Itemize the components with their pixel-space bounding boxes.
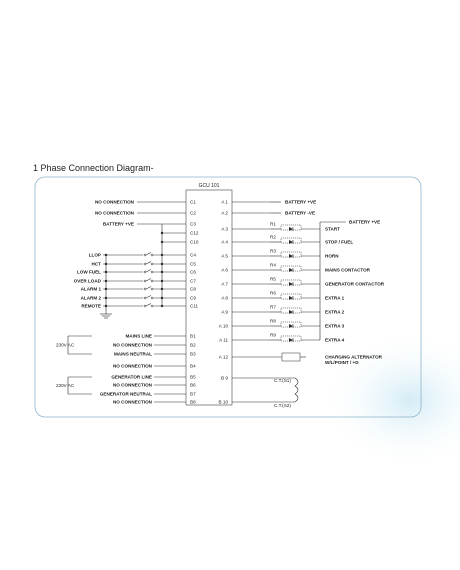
terminal-a5: A 5 bbox=[221, 253, 228, 259]
switch-contact bbox=[151, 280, 153, 282]
terminal-b1: B1 bbox=[190, 333, 196, 339]
terminal-b8: B8 bbox=[190, 399, 196, 405]
switch-contact bbox=[151, 263, 153, 265]
output-label-a9: EXTRA 2 bbox=[325, 309, 345, 315]
switch-contact bbox=[151, 271, 153, 273]
relay-r8: R8 bbox=[270, 318, 276, 324]
terminal-c2: C2 bbox=[190, 210, 196, 216]
gcu-module-label: GCU 101 bbox=[198, 183, 220, 189]
ac-supply-label-2: 230V AC bbox=[56, 383, 75, 389]
output-label-a11: EXTRA 4 bbox=[325, 337, 345, 343]
switch-contact bbox=[144, 271, 146, 273]
switch-contact bbox=[151, 297, 153, 299]
terminal-c9: C9 bbox=[190, 295, 196, 301]
relay-r9: R9 bbox=[270, 332, 276, 338]
input-label-c6: LOW FUEL bbox=[77, 269, 101, 275]
terminal-b4: B4 bbox=[190, 363, 196, 369]
output-label-a3: START bbox=[325, 226, 340, 232]
terminal-b10: B 10 bbox=[218, 399, 228, 405]
terminal-c1: C1 bbox=[190, 199, 196, 205]
input-label-c4: LLOP bbox=[88, 252, 101, 258]
switch-blade bbox=[146, 287, 151, 290]
terminal-b6: B6 bbox=[190, 382, 196, 388]
terminal-c7: C7 bbox=[190, 278, 196, 284]
terminal-b7: B7 bbox=[190, 391, 196, 397]
input-label-c8: ALARM 1 bbox=[80, 286, 101, 292]
terminal-b9: B 9 bbox=[221, 375, 228, 381]
terminal-c8: C8 bbox=[190, 286, 196, 292]
ac-label-b8: NO CONNECTION bbox=[112, 399, 152, 405]
terminal-c6: C6 bbox=[190, 269, 196, 275]
ac-label-b5: GENERATOR LINE bbox=[111, 374, 152, 380]
terminal-c4: C4 bbox=[190, 252, 196, 258]
switch-blade bbox=[146, 296, 151, 299]
terminal-c12: C12 bbox=[190, 230, 199, 236]
output-label-a5: HORN bbox=[325, 253, 339, 259]
terminal-c5: C5 bbox=[190, 261, 196, 267]
output-label-a10: EXTRA 3 bbox=[325, 323, 345, 329]
input-label-c9: ALARM 2 bbox=[80, 295, 101, 301]
switch-contact bbox=[144, 280, 146, 282]
diagram-title: 1 Phase Connection Diagram- bbox=[33, 163, 154, 173]
background-glow bbox=[320, 330, 460, 470]
switch-blade bbox=[146, 253, 151, 256]
terminal-a1: A 1 bbox=[221, 199, 228, 205]
switch-contact bbox=[144, 297, 146, 299]
ac-label-b1: MAINS LINE bbox=[125, 333, 152, 339]
switch-blade bbox=[146, 304, 151, 307]
terminal-a8: A 8 bbox=[221, 295, 228, 301]
input-label-c7: OVER LOAD bbox=[73, 278, 101, 284]
terminal-b3: B3 bbox=[190, 351, 196, 357]
terminal-a3: A 3 bbox=[221, 226, 228, 232]
ac-label-b7: GENERATOR NEUTRAL bbox=[99, 391, 152, 397]
switch-blade bbox=[146, 262, 151, 265]
output-label-a2: BATTERY -VE bbox=[285, 210, 316, 216]
relay-r1: R1 bbox=[270, 221, 276, 227]
alternator-symbol bbox=[282, 353, 300, 361]
ac-label-b4: NO CONNECTION bbox=[112, 363, 152, 369]
output-label-a7: GENERATOR CONTACTOR bbox=[325, 281, 385, 287]
ac-label-b2: NO CONNECTION bbox=[112, 342, 152, 348]
alternator-point-label: W/L/POINT / +D bbox=[325, 360, 359, 365]
switch-contact bbox=[151, 305, 153, 307]
ct-label-2: C.T.(S2) bbox=[274, 403, 291, 408]
input-label-c11: REMOTE bbox=[81, 303, 101, 309]
input-label-c5: HCT bbox=[91, 261, 101, 267]
switch-contact bbox=[144, 254, 146, 256]
relay-r7: R7 bbox=[270, 304, 276, 310]
terminal-b5: B5 bbox=[190, 374, 196, 380]
terminal-a6: A 6 bbox=[221, 267, 228, 273]
label-c2: NO CONNECTION bbox=[94, 210, 134, 216]
relay-r6: R6 bbox=[270, 290, 276, 296]
terminal-c10: C10 bbox=[190, 239, 199, 245]
output-label-a1: BATTERY +VE bbox=[285, 199, 317, 205]
output-label-a6: MAINS CONTACTOR bbox=[325, 267, 370, 273]
terminal-c3: C3 bbox=[190, 221, 196, 227]
ac-label-b3: MAINS NEUTRAL bbox=[113, 351, 152, 357]
ac-label-b6: NO CONNECTION bbox=[112, 382, 152, 388]
terminal-c11: C11 bbox=[190, 303, 199, 309]
output-label-a4: STOP / FUEL bbox=[325, 239, 354, 245]
relay-r3: R3 bbox=[270, 248, 276, 254]
left-terminal-group bbox=[56, 200, 199, 405]
switch-contact bbox=[151, 254, 153, 256]
alternator-label: CHARGING ALTERNATOR bbox=[325, 354, 382, 360]
switch-contact bbox=[151, 288, 153, 290]
label-c3: BATTERY +VE bbox=[102, 221, 134, 227]
terminal-a9: A 9 bbox=[221, 309, 228, 315]
switch-contact bbox=[144, 305, 146, 307]
terminal-a11: A 11 bbox=[219, 337, 228, 343]
terminal-a7: A 7 bbox=[221, 281, 228, 287]
relay-r4: R4 bbox=[270, 262, 276, 268]
switch-blade bbox=[146, 279, 151, 282]
terminal-a2: A 2 bbox=[221, 210, 228, 216]
output-label-a8: EXTRA 1 bbox=[325, 295, 345, 301]
ac-supply-label-1: 230V AC bbox=[56, 342, 75, 348]
relay-supply-label: BATTERY +VE bbox=[349, 219, 381, 225]
ct-coil bbox=[295, 378, 298, 402]
switch-contact bbox=[144, 288, 146, 290]
terminal-a10: A 10 bbox=[218, 323, 228, 329]
ct-label-1: C.T.(S1) bbox=[274, 378, 291, 383]
terminal-a4: A 4 bbox=[221, 239, 228, 245]
terminal-b2: B2 bbox=[190, 342, 196, 348]
relay-r2: R2 bbox=[270, 234, 276, 240]
relay-r5: R5 bbox=[270, 276, 276, 282]
switch-blade bbox=[146, 270, 151, 273]
terminal-a12: A 12 bbox=[218, 354, 228, 360]
label-c1: NO CONNECTION bbox=[94, 199, 134, 205]
switch-contact bbox=[144, 263, 146, 265]
